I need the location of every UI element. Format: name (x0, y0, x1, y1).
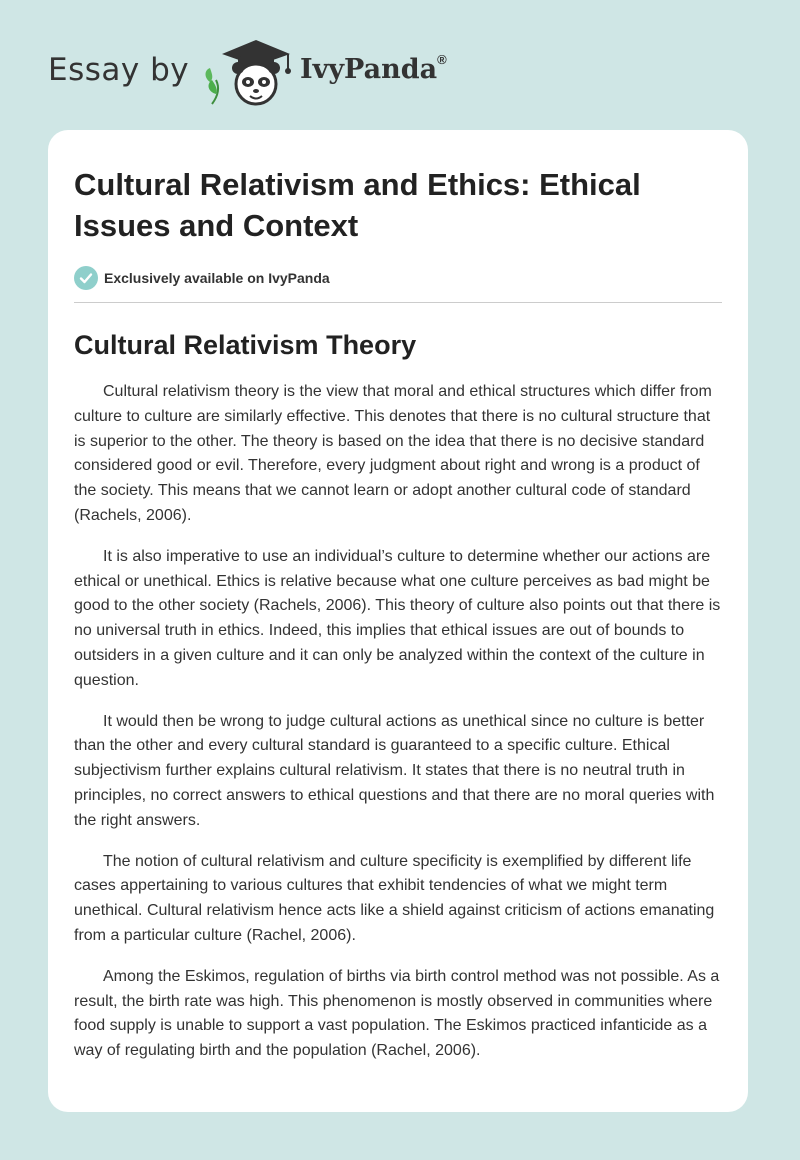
exclusive-badge (74, 264, 722, 292)
brand-name (300, 54, 447, 85)
divider (74, 302, 722, 303)
paragraph: Cultural relativism theory is the view that moral and ethical structures which differ from culture to culture are similarly effective. This denotes that there is no cultural structure that is superior to the other. The theory is based on the idea that there is no decisive standard considered good or evil. Therefore, every judgment about right and wrong is a product of the society. This means that we cannot learn or adopt another cultural code of standard (Rachels, 2006). (74, 383, 712, 524)
paragraph: It is also imperative to use an individual’s culture to determine whether our actions are ethical or unethical. Ethics is relative because what one culture perceives as bad might be good to the other society (Rachels, 2006). This theory of culture also points out that there is no universal truth in ethics. Indeed, this implies that ethical issues are out of bounds to outsiders in a given culture and it can only be analyzed within the context of the culture in question. (74, 547, 721, 689)
section-heading: Cultural Relativism Theory (74, 330, 417, 360)
panda-graduation-cap-icon (200, 34, 296, 108)
paragraph: Among the Eskimos, regulation of births via birth control method was not possible. As a result, the birth rate was high. This phenomenon is mostly observed in communities where food supply is unable to support a vast population. The Eskimos practiced infanticide as a way of regulating birth and the population (Rachel, 2006). (74, 967, 720, 1060)
essay-card (48, 130, 748, 1112)
checkmark-icon (74, 266, 98, 290)
site-header (48, 34, 548, 114)
paragraph: It would then be wrong to judge cultural actions as unethical since no culture is better than the other and every cultural standard is guaranteed to a specific culture. Ethical subjectivism further explains cultural relativism. It states that there is no neutral truth in principles, no correct answers to ethical questions and that there are no moral queries with the right answers. (74, 712, 715, 829)
brand-label: IvyPanda (300, 54, 438, 85)
paragraph: The notion of cultural relativism and culture specificity is exemplified by different life cases appertaining to various cultures that exhibit tendencies of what we might term unethical. Cultural relativism hence acts like a shield against criticism of actions emanating from a particular culture (Rachel, 2006). (74, 852, 715, 944)
essay-by-label: Essay by (48, 52, 190, 88)
essay-title: Cultural Relativism and Ethics: Ethical Issues and Context (74, 167, 641, 243)
exclusive-label: Exclusively available on IvyPanda (104, 270, 330, 286)
registered-mark: ® (437, 52, 447, 67)
